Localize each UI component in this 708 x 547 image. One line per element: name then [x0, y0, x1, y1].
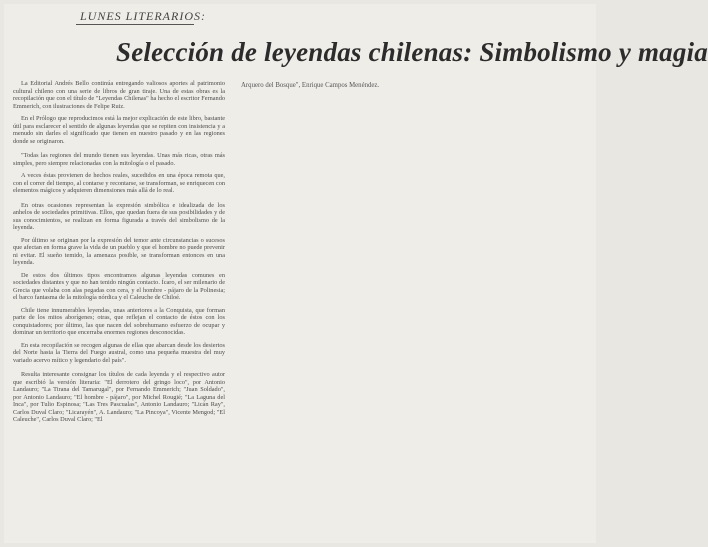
paragraph-common-legends: De estos dos últimos tipos encontramos algunas leyendas comunes en sociedades distantes y que no han tenido ningún contacto. Ícaro, el ser milenario de Grecia que volaba con alas pegadas con cera, y el hombre - pájaro de la Polinesia; el barco fantasma de la mitología nórdica y el Caleuche de Chiloé. [13, 271, 225, 301]
paragraph-intro: La Editorial Andrés Bello continúa entregando valiosos aportes al patrimonio cultural chileno con una serie de libros de gran tiraje. Una de estas obras es la recopilación que con el título de "Leyendas Chilenas" ha hecho el escritor Fernando Emmerich, con ilustraciones de Felipe Ruiz. [13, 80, 225, 110]
illustration-credit: Arquero del Bosque", Enrique Campos Menéndez. [241, 82, 380, 89]
section-underline [76, 24, 194, 25]
paragraph-fear: Por último se originan por la expresión del temor ante circunstancias o sucesos que afectan en forma grave la vida de un pueblo y que el hombre no puede prevenir ni evitar. El sueño temido, la amenaza posible, se transforman entonces en una leyenda. [13, 236, 225, 266]
paragraph-titles: Resulta interesante consignar los títulos de cada leyenda y el respectivo autor que escribió la versión literaria: "El derrotero del gringo loco", por Antonio Landauro; "La Tirana del Tamarugal", por Fernando Emmerich; "Juan Soldado", por Antonio Landauro; "El hombre - pájaro", por Michel Rougié; "La Laguna del Inca", por Tulio Espinosa; "Las Tres Pascualas", Antonio Landauro; "Licán Ray", Carlos Duval Claro; "Licarayén", A. Landauro; "La Pincoya", Vicente Mengod; "El Caleuche", Carlos Duval Claro; "El [13, 371, 225, 423]
paragraph-compilation: En esta recopilación se recogen algunas de ellas que abarcan desde los desiertos del Norte hasta la Tierra del Fuego austral, como una pequeña muestra del muy variado acervo mítico y legendario del país". [13, 341, 225, 364]
paragraph-prologue: En el Prólogo que reproducimos está la mejor explicación de este libro, bastante útil para esclarecer el sentido de algunas leyendas que se repiten con insistencia y a menudo sin darles el significado que tienen en nuestro pasado y en las regiones donde se originaron. [13, 115, 225, 145]
paragraph-quote-start: "Todas las regiones del mundo tienen sus leyendas. Unas más ricas, otras más simples, pero siempre relacionadas con la mitología o el pasado. [13, 152, 225, 167]
paragraph-symbolic: En otras ocasiones representan la expresión simbólica e idealizada de los anhelos de sociedades primitivas. Ellos, que quedan fuera de sus posibilidades y de sus conocimientos, se realizan en forma figurada a través del simbolismo de la leyenda. [13, 201, 225, 231]
article-headline: Selección de leyendas chilenas: Simbolismo y magia [116, 37, 708, 67]
paragraph-real-events: A veces éstas provienen de hechos reales, sucedidos en una época remota que, con el correr del tiempo, al contarse y recontarse, se transforman, se enriquecen con elementos mágicos y adquieren dimensiones más allá de lo real. [13, 172, 225, 194]
article-body-column [13, 80, 225, 429]
paragraph-chile-legends: Chile tiene innumerables leyendas, unas anteriores a la Conquista, que forman parte de los mitos aborígenes; otras, que reflejan el contacto de éstos con los conquistadores; por último, las que nacen del sobrehumano esfuerzo de ocupar y dominar un territorio que encerraba enormes regiones desconocidas. [13, 306, 225, 336]
section-label: LUNES LITERARIOS: [80, 9, 206, 23]
newspaper-clipping [4, 4, 708, 543]
